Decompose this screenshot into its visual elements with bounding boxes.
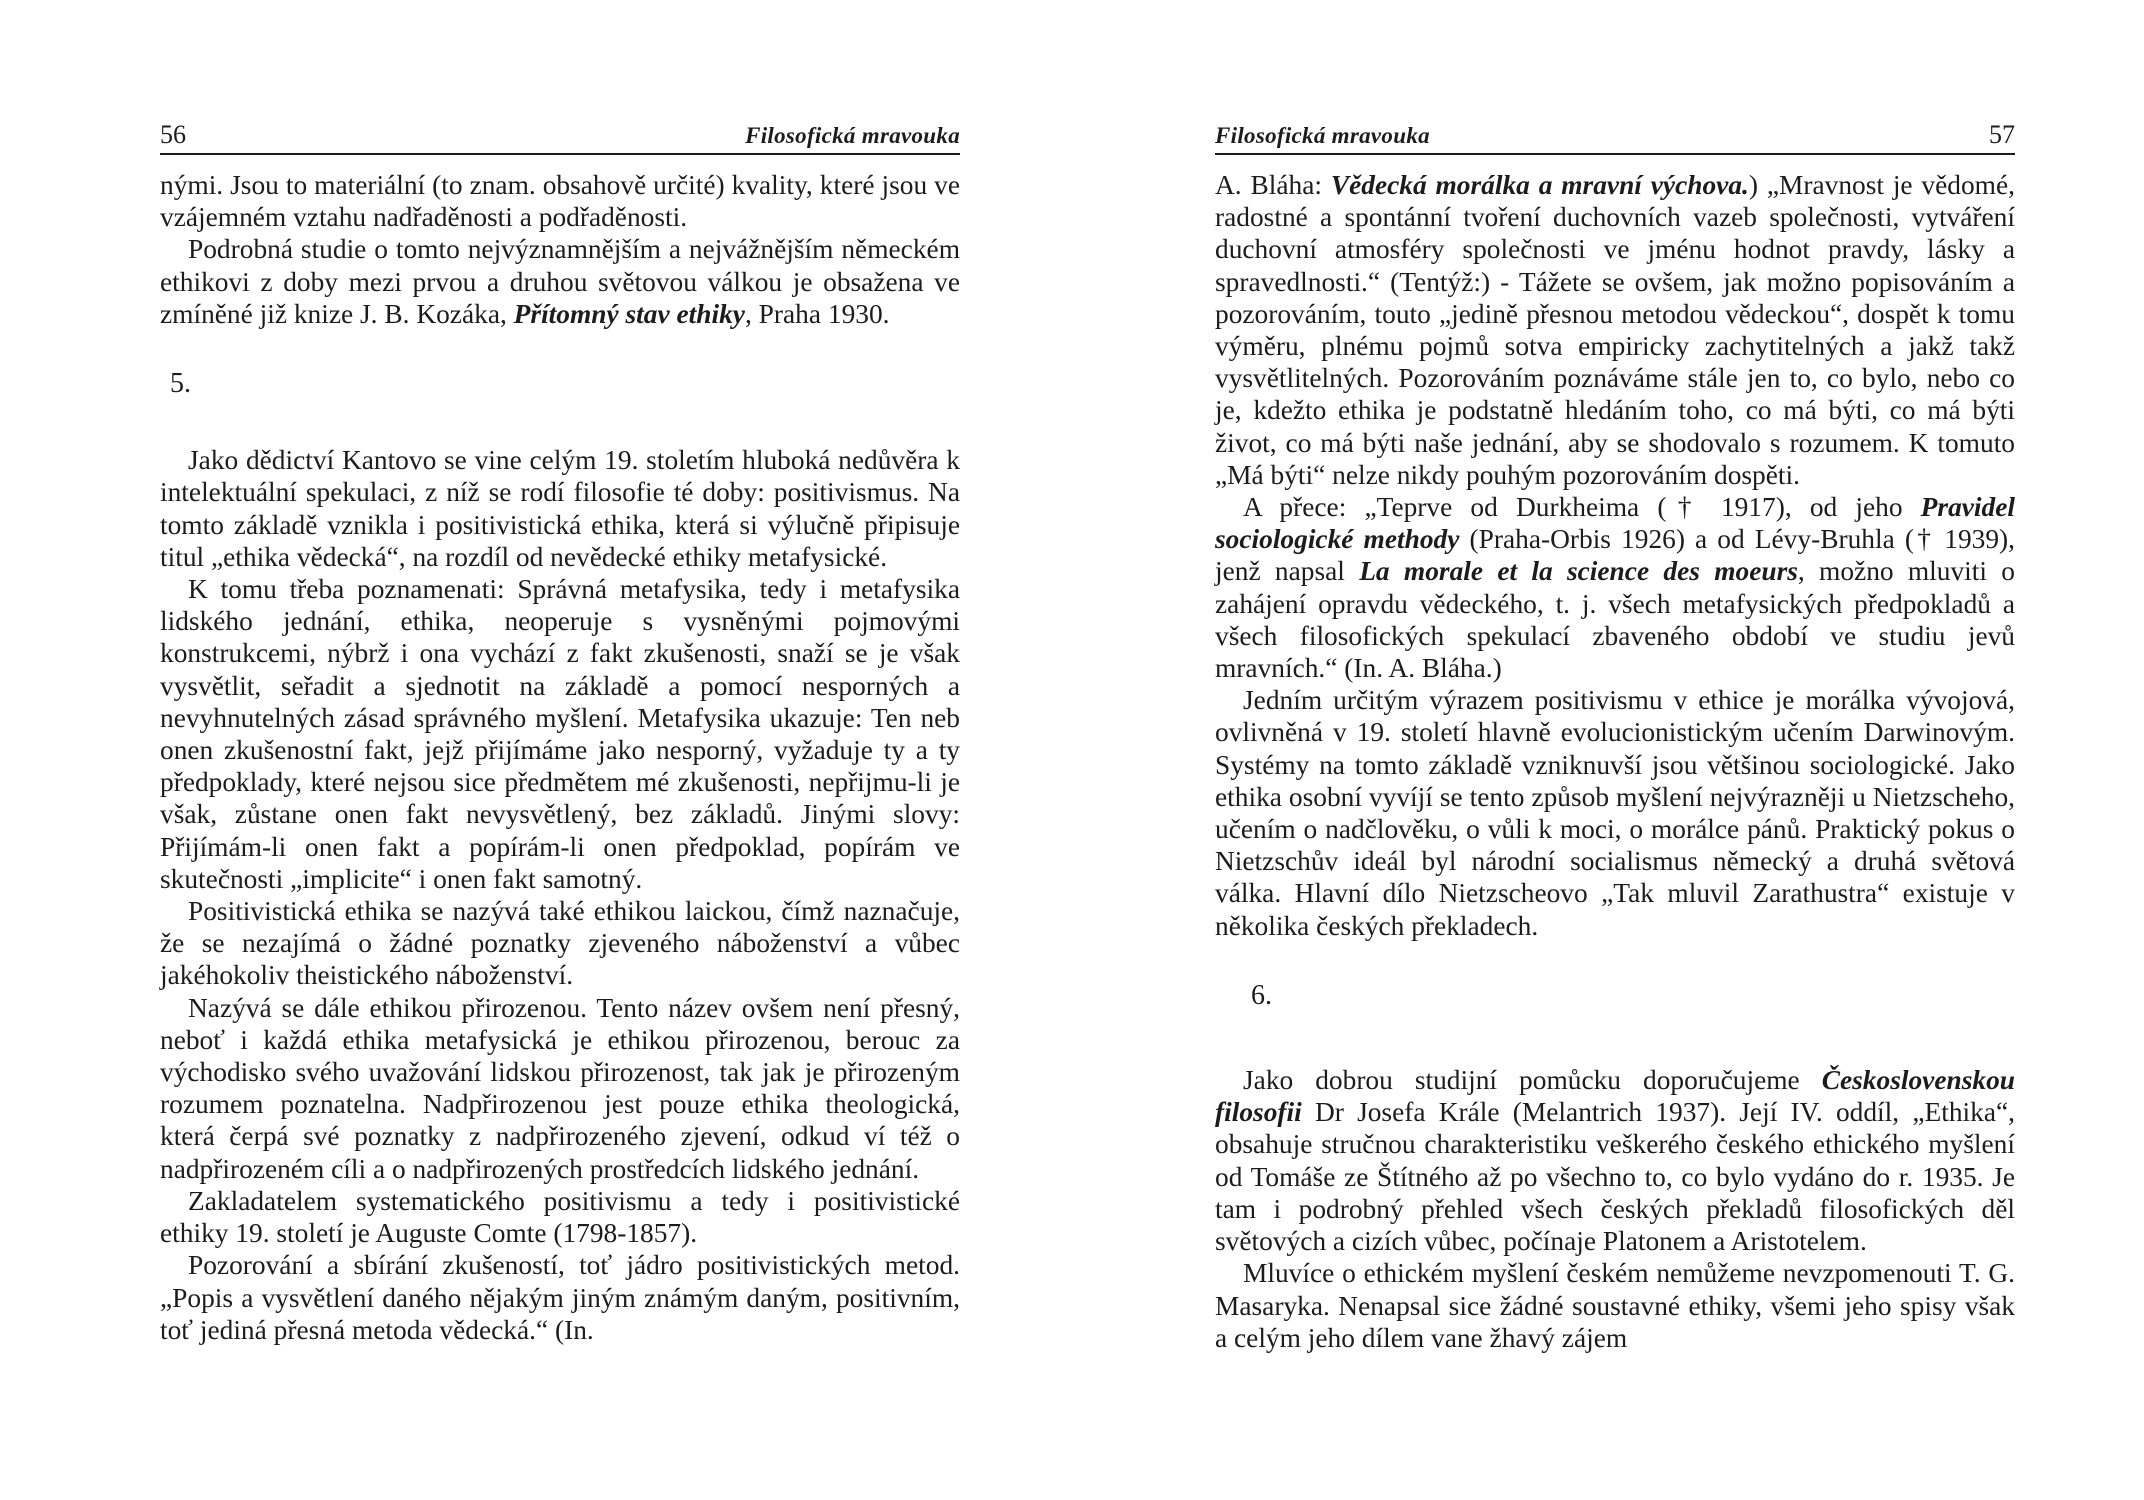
paragraph — [160, 169, 960, 233]
paragraph — [1215, 1064, 2015, 1257]
text-segment: Mluvíce o ethickém myšlení českém nemůžeme nevzpomenouti T. G. Masaryka. Nenapsal sice žádné soustavné ethiky, všemi jeho spisy však a celým jeho dílem vane žhavý zájem — [1215, 1258, 2015, 1353]
text-segment: Nazývá se dále ethikou přirozenou. Tento název ovšem není přesný, neboť i každá ethika metafysická je ethikou přirozenou, berouc za východisko svého uvažování lidskou přirozenost, tak jak je přirozeným rozumem poznatelna. Nadpřirozenou jest pouze ethika theologická, která čerpá své poznatky z nadpřirozeného zjevení, odkud ví též o nadpřirozeném cíli a o nadpřirozených prostředcích lidského jednání. — [160, 992, 960, 1184]
text-segment: A. Bláha: — [1215, 170, 1331, 200]
paragraph — [1215, 684, 2015, 942]
text-segment: Jako dědictví Kantovo se vine celým 19. stoletím hluboká nedůvěra k intelektuální spekulaci, z níž se rodí filosofie té doby: positivismus. Na tomto základě vznikla i positivistická ethika, která si výlučně připisuje titul „ethika vědecká“, na rozdíl od nevědecké ethiky metafysické. — [160, 445, 960, 572]
paragraph — [1215, 1257, 2015, 1354]
italic-book-title: La morale et la science des moeurs — [1359, 556, 1798, 587]
left-running-head — [160, 120, 960, 155]
paragraph — [160, 444, 960, 573]
left-paragraphs-before — [160, 169, 960, 330]
paragraph — [160, 1249, 960, 1346]
italic-book-title: Pravidel sociologické methody — [1215, 492, 2015, 555]
right-paragraphs-after — [1215, 1064, 2015, 1354]
text-segment: Dr Josefa Krále (Melantrich 1937). Její IV. oddíl, „Ethika“, obsahuje stručnou charakteristiku veškerého českého ethického myšlení od Tomáše ze Štítného až po všechno to, co bylo vydáno do r. 1935. Je tam i podrobný přehled všech českých překladů filosofických děl světových a cizích vůbec, počínaje Platonem a Aristotelem. — [1215, 1097, 2015, 1257]
italic-book-title: Přítomný stav ethiky — [513, 298, 745, 329]
running-title-right: Filosofická mravouka — [1215, 123, 1430, 148]
paragraph — [1215, 169, 2015, 491]
paragraph — [160, 895, 960, 992]
left-paragraphs-after — [160, 444, 960, 1346]
text-segment: (Praha-Orbis 1926) a od Lévy-Bruhla († 1939), jenž napsal — [1215, 524, 2016, 587]
text-segment: Zakladatelem systematického positivismu a tedy i positivistické ethiky 19. století je Auguste Comte (1798-1857). — [160, 1185, 960, 1249]
text-segment: Positivistická ethika se nazývá také ethikou laickou, čímž naznačuje, že se nezajímá o žádné poznatky zjeveného náboženství a vůbec jakéhokoliv theistického náboženství. — [160, 896, 960, 991]
italic-book-title: Vědecká morálka a mravní výchova. — [1330, 170, 1749, 200]
left-page-body — [160, 169, 960, 1346]
paragraph — [160, 233, 960, 330]
text-segment: Pozorování a sbírání zkušeností, toť jádro positivistických metod. „Popis a vysvětlení daného nějakým jiným známým daným, positivním, toť jediná přesná metoda vědecká.“ (In. — [160, 1250, 960, 1345]
right-page-body — [1215, 169, 2015, 1354]
left-page — [160, 120, 960, 1346]
section-number-6: 6. — [1251, 979, 1272, 1011]
paragraph — [1215, 491, 2015, 684]
text-segment: K tomu třeba poznamenati: Správná metafysika, tedy i metafysika lidského jednání, ethika, neoperuje s vysněnými pojmovými konstrukcemi, nýbrž i ona vychází z fakt zkušenosti, snaží se je však vysvětlit, seřadit a sjednotit na základě a pomocí nesporných a nevyhnutelných zásad správného myšlení. Metafysika ukazuje: Ten neb onen zkušenostní fakt, jejž přijímáme jako nesporný, vyžaduje ty a ty předpoklady, které nejsou sice předmětem mé zkušenosti, nepřijmu-li je však, zůstane onen fakt nevysvětlený, bez základů. Jinými slovy: Přijímám-li onen fakt a popírám-li onen předpoklad, popírám ve skutečnosti „implicite“ i onen fakt samotný. — [160, 574, 960, 894]
text-segment: Jako dobrou studijní pomůcku doporučujeme — [1243, 1065, 1822, 1096]
paragraph — [160, 1185, 960, 1249]
right-paragraphs-before — [1215, 169, 2015, 942]
running-title-left: Filosofická mravouka — [745, 123, 960, 148]
text-segment: , Praha 1930. — [744, 298, 890, 329]
text-segment: Podrobná studie o tomto nejvýznamnějším a nejvážnějším německém ethikovi z doby mezi prvou a druhou světovou válkou je obsažena ve zmíněné již knize J. B. Kozáka, — [160, 234, 960, 329]
right-running-head — [1215, 120, 2015, 155]
text-segment: , možno mluviti o zahájení opravdu vědeckého, t. j. všech metafysických předpokladů a všech filosofických spekulací zbaveného období ve studiu jevů mravních.“ (In. A. Bláha.) — [1215, 556, 2016, 684]
section-number-5: 5. — [170, 368, 191, 400]
text-segment: Jedním určitým výrazem positivismu v ethice je morálka vývojová, ovlivněná v 19. století hlavně evolucionistickým učením Darwinovým. Systémy na tomto základě vzniknuvší jsou většinou sociologické. Jako ethika osobní vyvíjí se tento způsob myšlení nejvýrazněji u Nietzscheho, učením o nadčlověku, o vůli k moci, o morálce pánů. Praktický pokus o Nietzschův ideál byl národní socialismus německý a druhá světová válka. Hlavní dílo Nietzscheovo „Tak mluvil Zarathustra“ existuje v několika českých překladech. — [1215, 685, 2015, 941]
italic-book-title: Československou filosofii — [1215, 1065, 2015, 1128]
text-segment: ) „Mravnost je vědomé, radostné a spontánní tvoření duchovních vazeb společnosti, vytváření duchovní atmosféry společnosti ve jménu hodnot pravdy, lásky a spravedlnosti.“ (Tentýž:) - Tážete se ovšem, jak možno popisováním a pozorováním, touto „jedině přesnou metodou vědeckou“, dospět k tomu výměru, plnému pojmů sotva empiricky zachytitelných a jakž takž vysvětlitelných. Pozorováním poznáváme stále jen to, co bylo, nebo co je, kdežto ethika je podstatně hledáním toho, co má býti, co má býti život, co má býti naše jednání, aby se shodovalo s rozumem. K tomuto „Má býti“ nelze nikdy pouhým pozorováním dospěti. — [1215, 170, 2015, 490]
right-page — [1215, 120, 2015, 1354]
page-number-right: 57 — [1989, 120, 2015, 149]
paragraph — [160, 992, 960, 1185]
text-segment: nými. Jsou to materiální (to znam. obsahově určité) kvality, které jsou ve vzájemném vztahu nadřaděnosti a podřaděnosti. — [160, 170, 960, 233]
paragraph — [160, 573, 960, 895]
page-number-left: 56 — [160, 120, 186, 149]
text-segment: A přece: „Teprve od Durkheima († 1917), od jeho — [1243, 492, 1921, 523]
